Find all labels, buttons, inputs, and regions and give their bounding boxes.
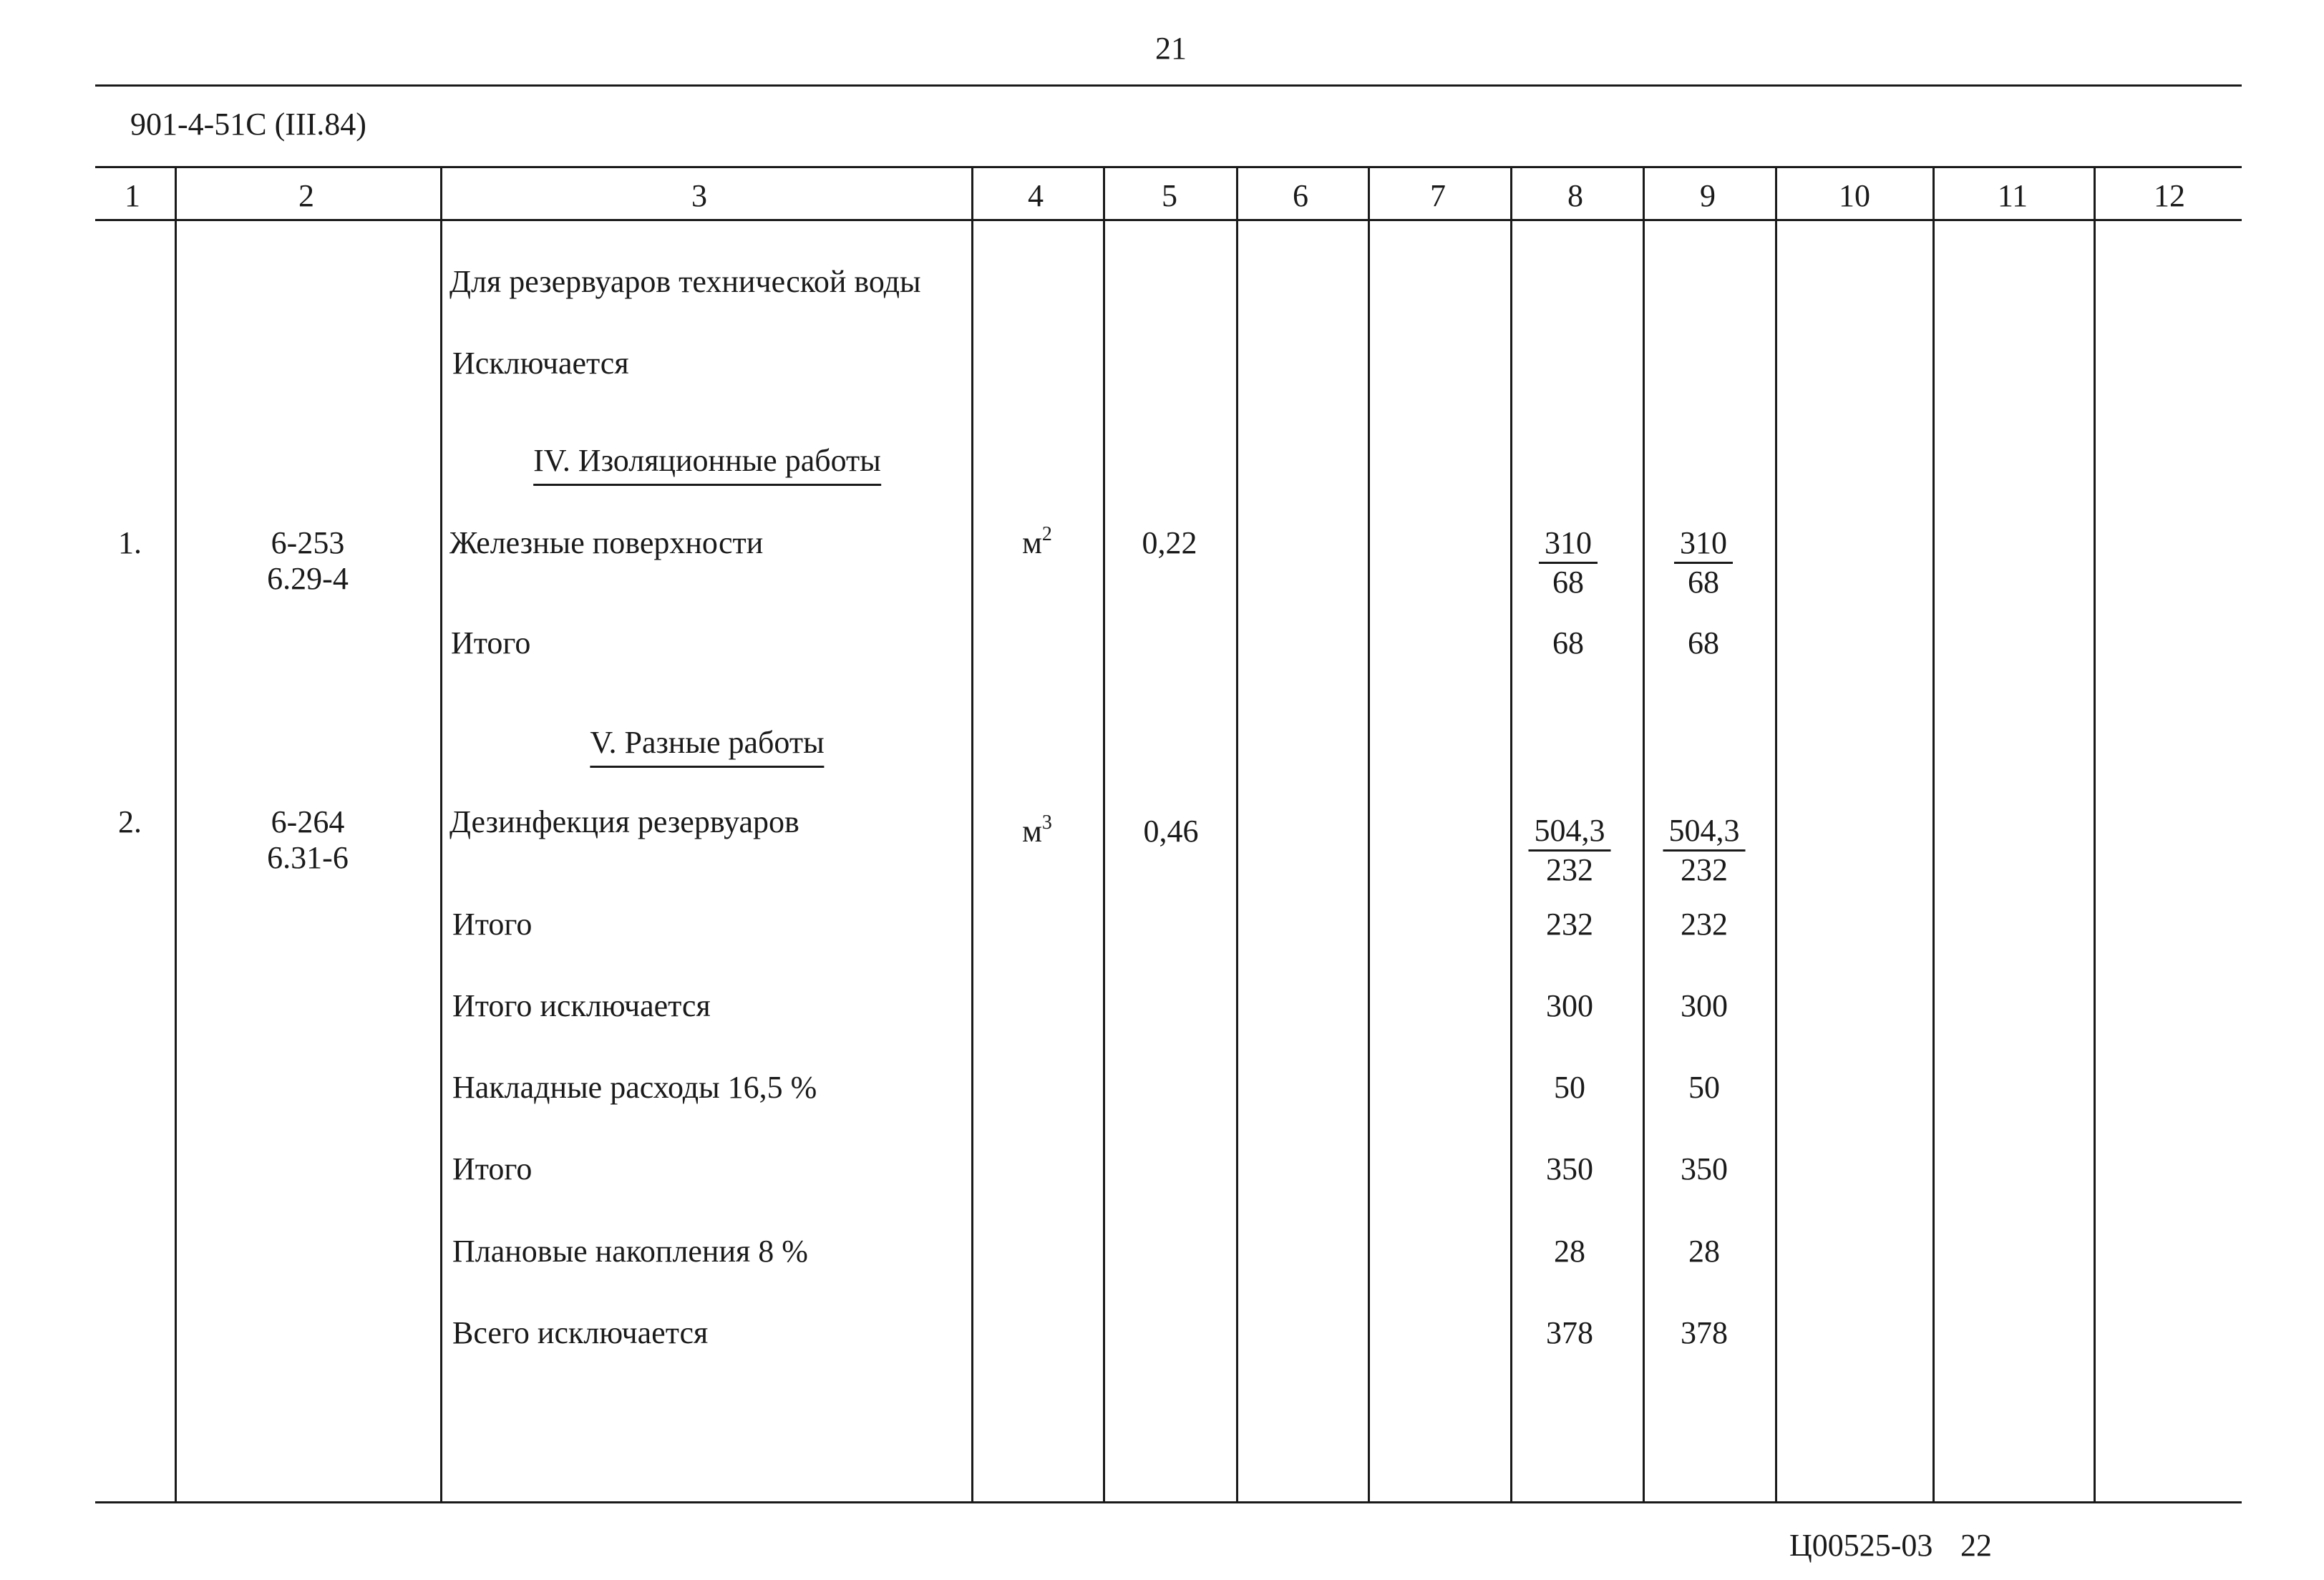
value-cell: 28 bbox=[1554, 1234, 1585, 1269]
page-number: 21 bbox=[1155, 31, 1187, 66]
column-divider bbox=[1236, 166, 1238, 1503]
column-header-10: 10 bbox=[1839, 178, 1870, 213]
item-number: 2. bbox=[118, 804, 142, 839]
fraction-value: $\frac{310}{68}$ bbox=[1674, 527, 1733, 598]
footer-code: Ц00525-03 bbox=[1789, 1528, 1933, 1563]
item-code: 6.29-4 bbox=[267, 561, 349, 596]
value-cell: 300 bbox=[1546, 988, 1593, 1023]
header-bottom-border bbox=[95, 219, 2242, 221]
column-divider bbox=[175, 166, 177, 1503]
unit: $м^3$ bbox=[1022, 811, 1052, 849]
row-text: Итого bbox=[452, 1151, 533, 1186]
column-header-9: 9 bbox=[1700, 178, 1716, 213]
section-title: IV. Изоляционные работы bbox=[533, 445, 881, 486]
item-code: 6.31-6 bbox=[267, 840, 349, 875]
column-divider bbox=[1932, 166, 1935, 1503]
value-cell: 378 bbox=[1681, 1315, 1728, 1350]
row-text: Плановые накопления 8 % bbox=[452, 1234, 808, 1269]
column-header-8: 8 bbox=[1567, 178, 1583, 213]
quantity: 0,46 bbox=[1143, 814, 1199, 849]
table-top-border bbox=[95, 166, 2242, 168]
value-cell: 68 bbox=[1552, 625, 1584, 660]
value-cell: 68 bbox=[1688, 625, 1719, 660]
column-header-2: 2 bbox=[298, 178, 314, 213]
row-text: Исключается bbox=[452, 346, 629, 381]
document-code: 901-4-51С (III.84) bbox=[130, 107, 366, 142]
row-text: Железные поверхности bbox=[449, 525, 764, 560]
column-header-5: 5 bbox=[1162, 178, 1177, 213]
column-divider bbox=[1510, 166, 1512, 1503]
item-code: 6-264 bbox=[271, 804, 345, 839]
column-divider bbox=[1643, 166, 1645, 1503]
value-cell: 378 bbox=[1546, 1315, 1593, 1350]
column-header-1: 1 bbox=[125, 178, 140, 213]
value-cell: 350 bbox=[1681, 1151, 1728, 1186]
column-header-3: 3 bbox=[691, 178, 707, 213]
row-text: Для резервуаров технической воды bbox=[449, 264, 921, 299]
fraction-value: $\frac{504,3}{232}$ bbox=[1529, 815, 1611, 886]
column-header-6: 6 bbox=[1293, 178, 1308, 213]
item-number: 1. bbox=[118, 525, 142, 560]
column-divider bbox=[1775, 166, 1777, 1503]
table-bottom-border bbox=[95, 1501, 2242, 1503]
value-cell: 232 bbox=[1681, 907, 1728, 942]
column-divider bbox=[971, 166, 973, 1503]
quantity: 0,22 bbox=[1142, 525, 1197, 560]
value-cell: 50 bbox=[1688, 1070, 1720, 1105]
section-title: V. Разные работы bbox=[590, 727, 824, 768]
item-code: 6-253 bbox=[271, 525, 345, 560]
value-cell: 28 bbox=[1688, 1234, 1720, 1269]
column-divider bbox=[1368, 166, 1370, 1503]
column-divider bbox=[2094, 166, 2096, 1503]
column-divider bbox=[440, 166, 442, 1503]
fraction-value: $\frac{504,3}{232}$ bbox=[1663, 815, 1746, 886]
value-cell: 300 bbox=[1681, 988, 1728, 1023]
value-cell: 232 bbox=[1546, 907, 1593, 942]
row-text: Дезинфекция резервуаров bbox=[449, 804, 799, 839]
value-cell: 350 bbox=[1546, 1151, 1593, 1186]
row-text: Всего исключается bbox=[452, 1315, 709, 1350]
row-text: Итого исключается bbox=[452, 988, 711, 1023]
unit: $м^2$ bbox=[1022, 523, 1052, 560]
row-text: Накладные расходы 16,5 % bbox=[452, 1070, 817, 1105]
value-cell: 50 bbox=[1554, 1070, 1585, 1105]
top-rule bbox=[95, 84, 2242, 87]
fraction-value: $\frac{310}{68}$ bbox=[1539, 527, 1598, 598]
column-header-7: 7 bbox=[1430, 178, 1446, 213]
footer-page: 22 bbox=[1960, 1528, 1992, 1563]
column-header-12: 12 bbox=[2154, 178, 2185, 213]
row-text: Итого bbox=[451, 625, 531, 660]
column-header-4: 4 bbox=[1028, 178, 1044, 213]
column-divider bbox=[1103, 166, 1105, 1503]
column-header-11: 11 bbox=[1997, 178, 2028, 213]
row-text: Итого bbox=[452, 907, 533, 942]
